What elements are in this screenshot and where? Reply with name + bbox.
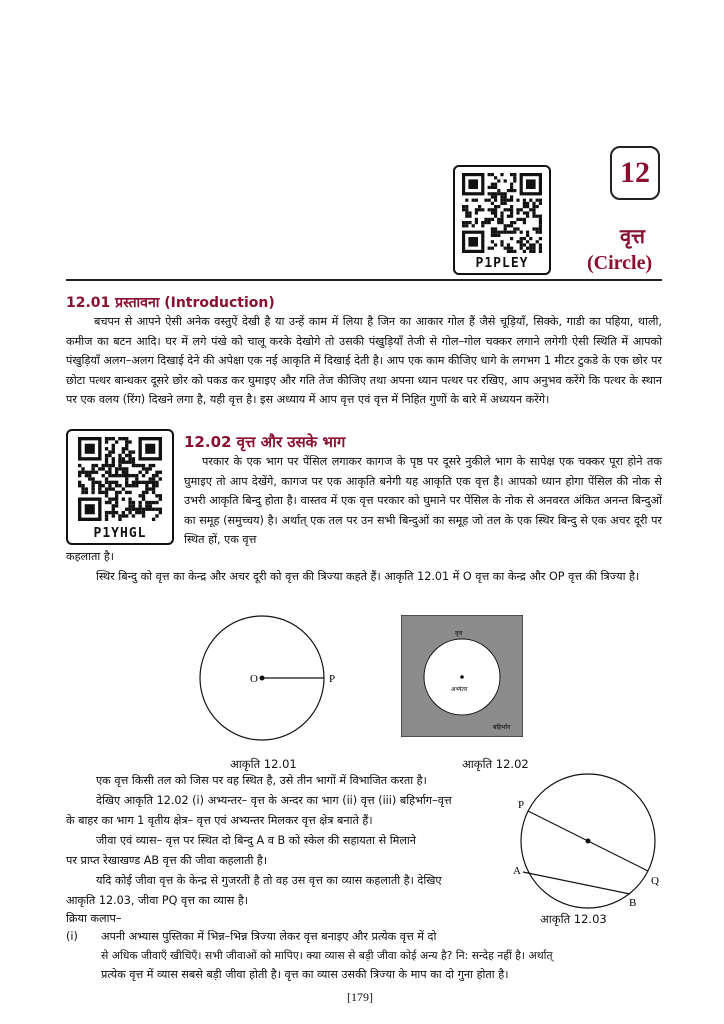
chapter-title-english: (Circle) (587, 252, 653, 274)
section-text-circle-definition: परकार के एक भाग पर पेंसिल लगाकर कागज के पृष्ठ पर दूसरे नुकीले भाग के सापेक्ष एक चक्कर पूरा होने तक घुमाइए तो आप देखेंगे, कागज पर एक आकृति बनेगी यह आकृति एक वृत्त है। आपको ध्यान होगा पेंसिल की नोक से उभरी आकृति बिन्दु होता है। वास्तव में एक वृत्त परकार को घुमाने पर पेंसिल के नोक से अनवरत अंकित अनन्त बिन्दुओं का समूह (समुच्चय) है। अर्थात् एक तल पर उन सभी बिन्दुओं का समूह जो तल के एक स्थिर बिन्दु से एक अचर दूरी पर स्थित हों, एक वृत्त (184, 455, 662, 546)
activity-line: से अधिक जीवाएँ खीचिएँ। सभी जीवाओं को मापिए। क्या व्यास से बड़ी जीवा कोई अन्य है? नि: सन्देह नहीं है। अर्थात् (101, 949, 553, 962)
chord-ab (523, 872, 630, 894)
qr-code-chapter[interactable] (453, 165, 551, 275)
body-line: देखिए आकृति 12.02 (i) अभ्यन्तर– वृत्त के अन्दर का भाग (ii) वृत्त (iii) बहिर्भाग–वृत्त (96, 794, 452, 807)
page-number: [179] (347, 990, 373, 1004)
body-line: पर प्राप्त रेखाखण्ड AB वृत्त की जीवा कहलाती है। (66, 854, 268, 867)
body-line: यदि कोई जीवा वृत्त के केन्द्र से गुजरती है तो वह उस वृत्त का व्यास कहलाती है। देखिए (96, 874, 442, 887)
diameter-pq (528, 811, 648, 871)
point-a-label: A (513, 865, 521, 877)
figure-caption-12-03: आकृति 12.03 (540, 912, 607, 926)
body-line: के बाहर का भाग 1 वृतीय क्षेत्र– वृत्त एवं अभ्यन्तर मिलकर वृत्त क्षेत्र बनाते हैं। (66, 814, 373, 827)
point-b-label: B (629, 897, 637, 909)
circle-label: वृत्त (455, 630, 463, 637)
section-text-circle-definition-end: कहलाता है। (66, 550, 115, 563)
point-p-label: P (518, 799, 525, 811)
chapter-number: 12 (610, 146, 660, 200)
section-heading-introduction: 12.01 प्रस्तावना (Introduction) (66, 295, 275, 311)
qr-pattern-icon (78, 437, 162, 521)
figure-circle-radius (196, 612, 356, 752)
point-label: P (329, 673, 336, 685)
qr-code-label: P1PLEY (475, 256, 529, 271)
section-text-center-radius: स्थिर बिन्दु को वृत्त का केन्द्र और अचर दूरी को वृत्त की त्रिज्या कहते हैं। आकृति 12.01 में O वृत्त का केन्द्र और OP वृत्त की त्रिज्या है। (96, 570, 640, 583)
figure-circle-chords (508, 768, 668, 913)
interior-label: अभ्यंतर (451, 686, 468, 693)
figure-caption-12-01: आकृति 12.01 (230, 757, 297, 771)
point-q-label: Q (651, 875, 659, 887)
chapter-title-hindi: वृत्त (620, 224, 645, 248)
qr-pattern-icon (462, 173, 542, 253)
activity-heading: क्रिया कलाप– (66, 912, 122, 925)
header-divider (66, 279, 662, 281)
activity-marker: (i) (66, 930, 78, 943)
exterior-label: बहिर्भाग (493, 724, 511, 731)
figure-caption-12-02: आकृति 12.02 (462, 757, 529, 771)
body-line: आकृति 12.03, जीवा PQ वृत्त का व्यास है। (66, 894, 249, 907)
qr-code-section[interactable] (66, 429, 174, 545)
body-line: जीवा एवं व्यास– वृत्त पर स्थित दो बिन्दु A व B को स्केल की सहायता से मिलाने (96, 834, 417, 847)
center-point (460, 675, 464, 679)
section-heading-circle-parts: 12.02 वृत्त और उसके भाग (184, 433, 346, 451)
center-label: O (250, 673, 258, 685)
figure-circle-regions (401, 615, 523, 737)
qr-code-label: P1YHGL (93, 526, 147, 541)
activity-line: प्रत्येक वृत्त में व्यास सबसे बड़ी जीवा होती है। वृत्त का व्यास उसकी त्रिज्या के माप का दो गुना होता है। (101, 968, 509, 981)
activity-line: अपनी अभ्यास पुस्तिका में भिन्न–भिन्न त्रिज्या लेकर वृत्त बनाइए और प्रत्येक वृत्त में दो (101, 930, 437, 943)
section-text-introduction: बचपन से आपने ऐसी अनेक वस्तुऐं देखी है या उन्हें काम में लिया है जिन का आकार गोल हैं जैसे चूड़ियाँ, सिक्के, गाडी का पहिया, थाली, कमीज का बटन आदि। घर में लगे पंखे को चालू करके देखोगे तो उसकी पंखुड़ियाँ तेजी से गोल–गोल चक्कर लगाने लगेगी ऐसी स्थिति में आपको पंखुड़ियाँ अलग–अलग दिखाई देने की अपेक्षा एक नई आकृति में दिखाई देती है। आप एक काम कीजिए धागे के लगभग 1 मीटर टुकडे के एक छोर पर छोटा पत्थर बान्धकर दूसरे छोर को पकड कर घुमाइए और गति तेज कीजिए तथा अपना ध्यान पत्थर पर रखिए, आप अनुभव करेंगे कि पत्थर के स्थान पर एक वलय (रिंग) दिखने लगा है, यही वृत्त है। इस अध्याय में आप वृत्त एवं वृत्त में निहित गुणों के बारे में अध्ययन करेंगे। (66, 315, 662, 406)
body-line: एक वृत्त किसी तल को जिस पर वह स्थित है, उसे तीन भागों में विभाजित करता है। (96, 774, 427, 787)
